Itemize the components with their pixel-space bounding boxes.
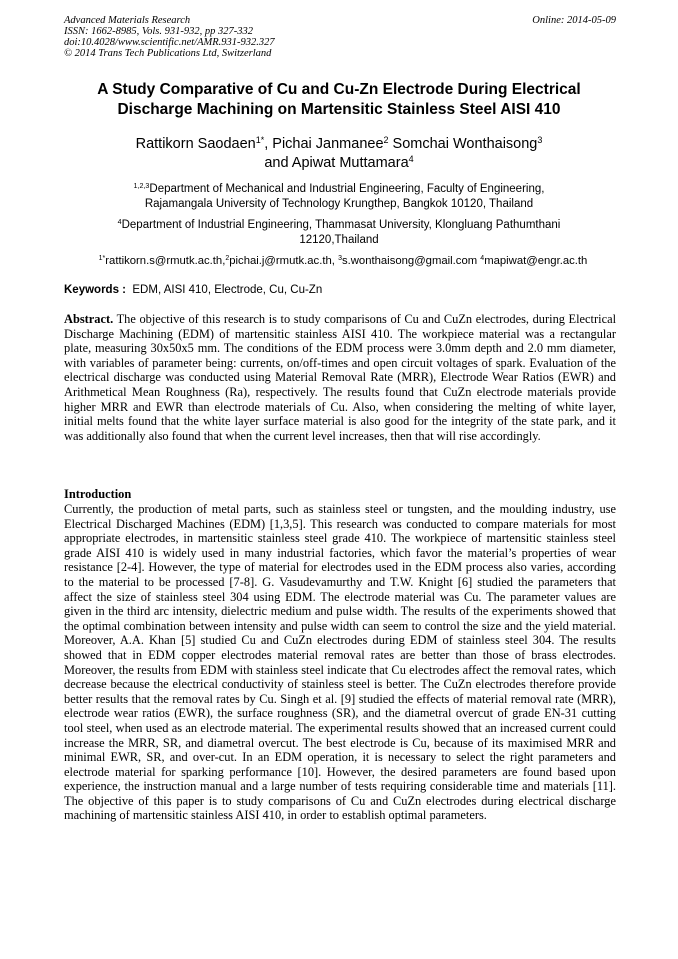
journal-name: Advanced Materials Research (64, 15, 191, 26)
keywords (64, 283, 616, 298)
issn-line: ISSN: 1662-8985, Vols. 931-932, pp 327-332 (64, 26, 253, 37)
author-4: and Apiwat Muttamara (264, 155, 409, 171)
online-date: Online: 2014-05-09 (532, 15, 616, 26)
author-2: , Pichai Janmanee (264, 136, 384, 152)
authors-line-1 (40, 135, 638, 154)
affiliation-1-line-1 (40, 182, 638, 197)
affiliation-1-text-2: Rajamangala University of Technology Krungthep, Bangkok 10120, Thailand (144, 198, 534, 210)
author-3-mark: 3 (537, 135, 543, 146)
introduction-heading: Introduction (64, 487, 132, 501)
email-list (58, 254, 628, 269)
email-1[interactable]: rattikorn.s@rmutk.ac.th, (105, 255, 226, 267)
introduction-text: Currently, the production of metal parts, such as stainless steel or tungsten, and the moulding industry, use Electrical Discharged Machines (EDM) [1,3,5]. This research was conducted to compare materials for most appropriate electrodes, in martensitic stainless steel grade 410. The workpiece of martensitic stainless steel grade AISI 410 is widely used in many industrial factories, which favor the material’s properties of wear resistance [2-4]. However, the type of material for electrodes used in the EDM process also varies, according to the material to be processed [7-8]. G. Vasudevamurthy and T.W. Knight [6] studied the parameters that affect the size of stainless steel 304 using EDM. The electrode material was Cu. The parameter values are given in the third arc intensity, dielectric medium and pulse width. The results of the experiments showed that the optimal combination between intensity and pulse width can seem to control the size and the yield material. Moreover, A.A. Khan [5] studied Cu and CuZn electrodes during EDM of stainless steel 304. The results showed that in EDM copper electrodes material removal rates are better than those of brass electrodes. Moreover, the results from EDM with stainless steel indicate that Cu electrodes affect the removal rates, which decrease because the electrical conductivity of stainless steel is better. The CuZn electrodes therefore provide better results that the removal rates by Cu. Singh et al. [9] studied the effects of material removal rate (MRR), electrode wear ratios (EWR), the surface roughness (SR), and the diametral overcut of grade EN-31 cutting tool steel, when used as an electrode material. The experimental results showed that an increased current could increase the MRR, SR, and diametral overcut. The best electrode is Cu, because of its maximised MRR and minimal EWR, SR, and over-cut. In an EDM operation, it is necessary to select the right parameters and electrode material for sparking performance [10]. However, the desired parameters are found based upon experience, the instruction manual and a large number of tests requiring considerable time and materials [11]. The objective of this paper is to study comparisons of Cu and CuZn electrodes during electrical discharge machining of martensitic stainless AISI 410, in order to establish optimal parameters. (64, 502, 616, 823)
affiliation-2-line-1 (40, 218, 638, 233)
keywords-text: EDM, AISI 410, Electrode, Cu, Cu-Zn (132, 284, 323, 296)
doi-line: doi:10.4028/www.scientific.net/AMR.931-932.327 (64, 37, 275, 48)
abstract (64, 312, 616, 443)
email-1-mark: 1* (98, 255, 106, 263)
author-list (40, 135, 638, 173)
email-4-mark: 4 (480, 255, 485, 263)
email-2[interactable]: pichai.j@rmutk.ac.th, (229, 255, 335, 267)
title-line-2: Discharge Machining on Martensitic Stainless Steel AISI 410 (117, 101, 561, 118)
abstract-text: The objective of this research is to study comparisons of Cu and CuZn electrodes, during Electrical Discharge Machining (EDM) of martensitic stainless AISI 410. The workpiece material was a rectangular plate, measuring 30x50x5 mm. The conditions of the EDM process were 3.0mm depth and 2.0 mm diameter, with variables of parameter being: currents, on/off-times and open circuit voltages of spark. Evaluation of the electrical discharge was conducted using Material Removal Rate (MRR), Electrode Wear Ratios (EWR) and Arithmetical Mean Roughness (Ra), respectively. The results found that CuZn electrode materials provide higher MRR and EWR than electrode materials of Cu. Also, when considering the melting of white layer, initial melts found that the white layer surface material is also good for the integrity of the state park, and it was additionally also found that when the current level increases, then that will rise accordingly. (64, 312, 617, 443)
keywords-label: Keywords : (64, 284, 126, 296)
authors-line-2 (40, 154, 638, 173)
journal-header (64, 15, 616, 59)
email-4[interactable]: mapiwat@engr.ac.th (484, 255, 588, 267)
affiliation-2 (40, 218, 638, 248)
affiliation-1-text-1: Department of Mechanical and Industrial Engineering, Faculty of Engineering, (149, 183, 545, 195)
author-4-mark: 4 (408, 154, 414, 165)
author-3: Somchai Wonthaisong (388, 136, 538, 152)
affiliation-1-mark: 1,2,3 (133, 182, 150, 191)
abstract-label: Abstract. (64, 312, 114, 326)
paper-title (40, 80, 638, 120)
author-1-mark: 1* (255, 135, 265, 146)
affiliation-2-text-1: Department of Industrial Engineering, Thammasat University, Klongluang Pathumthani (121, 219, 561, 231)
email-3-mark: 3 (338, 255, 342, 263)
copyright-line: © 2014 Trans Tech Publications Ltd, Switzerland (64, 48, 272, 59)
affiliation-2-text-2: 12120,Thailand (299, 234, 379, 246)
author-2-mark: 2 (383, 135, 389, 146)
author-1: Rattikorn Saodaen (135, 136, 256, 152)
email-2-mark: 2 (225, 255, 230, 263)
affiliation-2-mark: 4 (117, 218, 122, 227)
affiliation-1 (40, 182, 638, 212)
title-line-1: A Study Comparative of Cu and Cu-Zn Electrode During Electrical (97, 81, 581, 98)
email-3[interactable]: s.wonthaisong@gmail.com (341, 255, 478, 267)
